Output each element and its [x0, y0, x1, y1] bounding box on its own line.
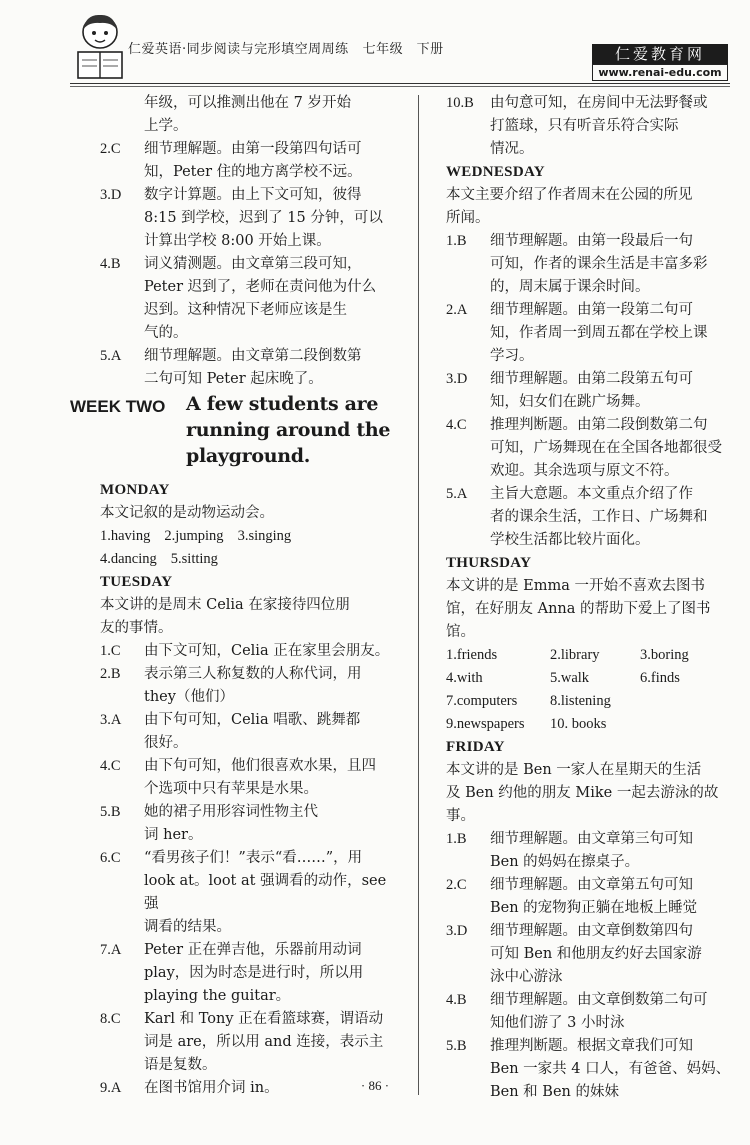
answer-word: 6.finds [640, 670, 680, 686]
text-line: 欢迎。其余选项与原文不符。 [490, 463, 679, 479]
text-line: 可知，作者的课余生活是丰富多彩 [490, 256, 708, 272]
answer-word: 2.library [550, 647, 600, 663]
text-line: Ben 的妈妈在擦桌子。 [490, 854, 640, 870]
week-title: A few students are running around the playground. [186, 393, 391, 467]
text-line: 调看的结果。 [144, 919, 231, 935]
text-line: 词 her。 [144, 827, 203, 843]
text-line: 可知 Ben 和他朋友约好去国家游 [490, 946, 702, 962]
text-line: 知，作者周一到周五都在学校上课 [490, 325, 708, 341]
monday-answers-row [100, 548, 405, 571]
friday-summary [446, 759, 736, 828]
answer-number: 5.A [446, 486, 468, 502]
text-line: 在图书馆用介词 in。 [144, 1080, 279, 1096]
text-line: 8:15 到学校，迟到了 15 分钟，可以 [144, 210, 383, 226]
answer-item [100, 663, 405, 709]
right-column [446, 92, 736, 1104]
day-heading-wednesday: WEDNESDAY [446, 164, 545, 180]
text-line: Ben 和 Ben 的妹妹 [490, 1084, 619, 1100]
answer-word: 4.with [446, 670, 483, 686]
answer-word: 1.friends [446, 647, 498, 663]
answer-number: 2.C [100, 141, 121, 157]
answer-item [446, 828, 736, 874]
text-line: 及 Ben 约他的朋友 Mike 一起去游泳的故事。 [446, 785, 719, 824]
text-line: look at。loot at 强调看的动作，see 强 [144, 873, 387, 912]
answer-item [446, 230, 736, 299]
answer-item [100, 1008, 405, 1077]
text-line: 推理判断题。根据文章我们可知 [490, 1038, 693, 1054]
wednesday-summary [446, 184, 736, 230]
monday-answers-row [100, 525, 405, 548]
text-line: 者的课余生活，工作日、广场舞和 [490, 509, 708, 525]
text-line: 表示第三人称复数的人称代词，用 [144, 666, 362, 682]
text-line: 个选项中只有苹果是水果。 [144, 781, 318, 797]
answer-word: 7.computers [446, 693, 518, 709]
text-line: 主旨大意题。本文重点介绍了作 [490, 486, 693, 502]
day-heading-friday: FRIDAY [446, 739, 505, 755]
answer-word: 9.newspapers [446, 716, 525, 732]
series-name: 仁爱英语·同步阅读与完形填空周周练 [128, 42, 349, 57]
text-line: 细节理解题。由文章倒数第二句可 [490, 992, 708, 1008]
answer-item [100, 345, 405, 391]
text-line: 词是 are，所以用 and 连接，表示主 [144, 1034, 384, 1050]
text-line: 所闻。 [446, 210, 490, 226]
week-label: WEEK TWO [70, 397, 166, 416]
answer-item [446, 483, 736, 552]
answer-number: 1.B [446, 831, 467, 847]
text-line: 语是复数。 [144, 1057, 217, 1073]
text-line: 计算出学校 8:00 开始上课。 [144, 233, 331, 249]
text-line: 由下句可知，他们很喜欢水果，且四 [144, 758, 376, 774]
text-line: 细节理解题。由第一段第四句话可 [144, 141, 362, 157]
continued-paragraph [100, 92, 405, 138]
answer-word: 3.boring [640, 647, 689, 663]
thursday-answers [446, 644, 736, 690]
text-line: 由句意可知，在房间中无法野餐或 [490, 95, 708, 111]
text-line: 打篮球，只有听音乐符合实际 [490, 118, 679, 134]
text-line: 年级，可以推测出他在 7 岁开始 [144, 95, 351, 111]
text-line: 二句可知 Peter 起床晚了。 [144, 371, 323, 387]
text-line: 情况。 [490, 141, 534, 157]
answer-item [100, 709, 405, 755]
answer-item [446, 414, 736, 483]
text-line: “看男孩子们！”表示“看……”，用 [144, 850, 363, 866]
answer-number: 2.A [446, 302, 468, 318]
text-line: 泳中心游泳 [490, 969, 563, 985]
answer-number: 9.A [100, 1080, 122, 1096]
brand-box [592, 44, 728, 82]
day-heading-tuesday: TUESDAY [100, 574, 173, 590]
text-line: Ben 的宠物狗正躺在地板上睡觉 [490, 900, 698, 916]
header-rule-thin [70, 86, 730, 87]
answer-item [446, 368, 736, 414]
answer-number: 1.B [446, 233, 467, 249]
text-line: 迟到。这种情况下老师应该是生 [144, 302, 347, 318]
answer-number: 5.B [446, 1038, 467, 1054]
text-line: 知他们游了 3 小时泳 [490, 1015, 625, 1031]
text-line: 推理判断题。由第二段倒数第二句 [490, 417, 708, 433]
text-line: 学校生活都比较片面化。 [490, 532, 650, 548]
text-line: 本文主要介绍了作者周末在公园的所见 [446, 187, 693, 203]
text-line: 由下文可知，Celia 正在家里会朋友。 [144, 643, 390, 659]
text-line: 可知，广场舞现在在全国各地都很受 [490, 440, 722, 456]
week-heading [70, 395, 405, 473]
text-line: 细节理解题。由第二段第五句可 [490, 371, 693, 387]
text-line: 词义猜测题。由文章第三段可知， [144, 256, 362, 272]
grade-label: 七年级 下册 [362, 42, 444, 57]
thursday-answers [446, 690, 736, 736]
text-line: 很好。 [144, 735, 188, 751]
text-line: 上学。 [144, 118, 188, 134]
answer-item [100, 253, 405, 345]
column-divider [418, 95, 419, 1095]
header-rule [70, 83, 730, 84]
answer-number: 3.A [100, 712, 122, 728]
text-line: they（他们） [144, 689, 234, 705]
answer-number: 4.B [446, 992, 467, 1008]
answer-word: 1.having [100, 528, 151, 544]
answer-number: 3.D [446, 923, 468, 939]
answer-number: 5.B [100, 804, 121, 820]
text-line: Karl 和 Tony 正在看篮球赛，谓语动 [144, 1011, 384, 1027]
text-line: playing the guitar。 [144, 988, 291, 1004]
text-line: 知，妇女们在跳广场舞。 [490, 394, 650, 410]
text-line: 细节理解题。由第一段第二句可 [490, 302, 693, 318]
answer-item [446, 92, 736, 161]
monday-summary: 本文记叙的是动物运动会。 [100, 505, 274, 521]
series-title [128, 38, 444, 57]
answer-number: 10.B [446, 95, 474, 111]
answer-number: 6.C [100, 850, 121, 866]
page-number: · 86 · [360, 1078, 390, 1093]
text-line: 由下句可知，Celia 唱歌、跳舞都 [144, 712, 361, 728]
answer-number: 2.B [100, 666, 121, 682]
text-line: 本文讲的是 Emma 一开始不喜欢去图书 [446, 578, 705, 594]
text-line: 细节理解题。由文章第五句可知 [490, 877, 693, 893]
answer-item [446, 989, 736, 1035]
answer-item [100, 755, 405, 801]
day-heading-monday: MONDAY [100, 482, 170, 498]
answer-item [100, 138, 405, 184]
answer-number: 3.D [100, 187, 122, 203]
day-heading-thursday: THURSDAY [446, 555, 532, 571]
text-line: 的，周末属于课余时间。 [490, 279, 650, 295]
answer-number: 3.D [446, 371, 468, 387]
answer-word: 10. books [550, 716, 607, 732]
answer-number: 1.C [100, 643, 121, 659]
answer-word: 5.walk [550, 670, 590, 686]
text-line: play，因为时态是进行时，所以用 [144, 965, 364, 981]
answer-word: 3.singing [237, 528, 292, 544]
answer-item [100, 801, 405, 847]
answer-item [100, 640, 405, 663]
brand-url: www.renai-edu.com [592, 64, 728, 81]
answer-number: 8.C [100, 1011, 121, 1027]
text-line: 本文讲的是周末 Celia 在家接待四位朋 [100, 597, 350, 613]
reading-child-mascot-icon [68, 8, 132, 84]
answer-word: 8.listening [550, 693, 611, 709]
answer-item [100, 847, 405, 939]
text-line: 本文讲的是 Ben 一家人在星期天的生活 [446, 762, 702, 778]
left-column [70, 92, 405, 1100]
text-line: 数字计算题。由上下文可知，彼得 [144, 187, 362, 203]
answer-number: 7.A [100, 942, 122, 958]
text-line: 气的。 [144, 325, 188, 341]
tuesday-summary [100, 594, 405, 640]
text-line: 她的裙子用形容词性物主代 [144, 804, 318, 820]
text-line: 学习。 [490, 348, 534, 364]
answer-number: 4.B [100, 256, 121, 272]
text-line: 馆，在好朋友 Anna 的帮助下爱上了图书馆。 [446, 601, 711, 640]
text-line: Peter 正在弹吉他，乐器前用动词 [144, 942, 362, 958]
answer-word: 5.sitting [170, 551, 218, 567]
text-line: Ben 一家共 4 口人，有爸爸、妈妈、 [490, 1061, 731, 1077]
answer-word: 4.dancing [100, 551, 157, 567]
answer-item [446, 920, 736, 989]
thursday-summary [446, 575, 736, 644]
brand-name: 仁爱教育网 [592, 44, 728, 64]
text-line: 细节理解题。由第一段最后一句 [490, 233, 693, 249]
answer-item [100, 939, 405, 1008]
answer-word: 2.jumping [164, 528, 224, 544]
answer-number: 5.A [100, 348, 122, 364]
answer-number: 4.C [446, 417, 467, 433]
answer-number: 2.C [446, 877, 467, 893]
answer-item [100, 184, 405, 253]
answer-item [446, 874, 736, 920]
text-line: 细节理解题。由文章第二段倒数第 [144, 348, 362, 364]
text-line: 知，Peter 住的地方离学校不远。 [144, 164, 362, 180]
text-line: 细节理解题。由文章倒数第四句 [490, 923, 693, 939]
text-line: 细节理解题。由文章第三句可知 [490, 831, 693, 847]
answer-item [446, 299, 736, 368]
text-line: 友的事情。 [100, 620, 173, 636]
answer-number: 4.C [100, 758, 121, 774]
page-header [0, 0, 750, 92]
text-line: Peter 迟到了，老师在责问他为什么 [144, 279, 377, 295]
